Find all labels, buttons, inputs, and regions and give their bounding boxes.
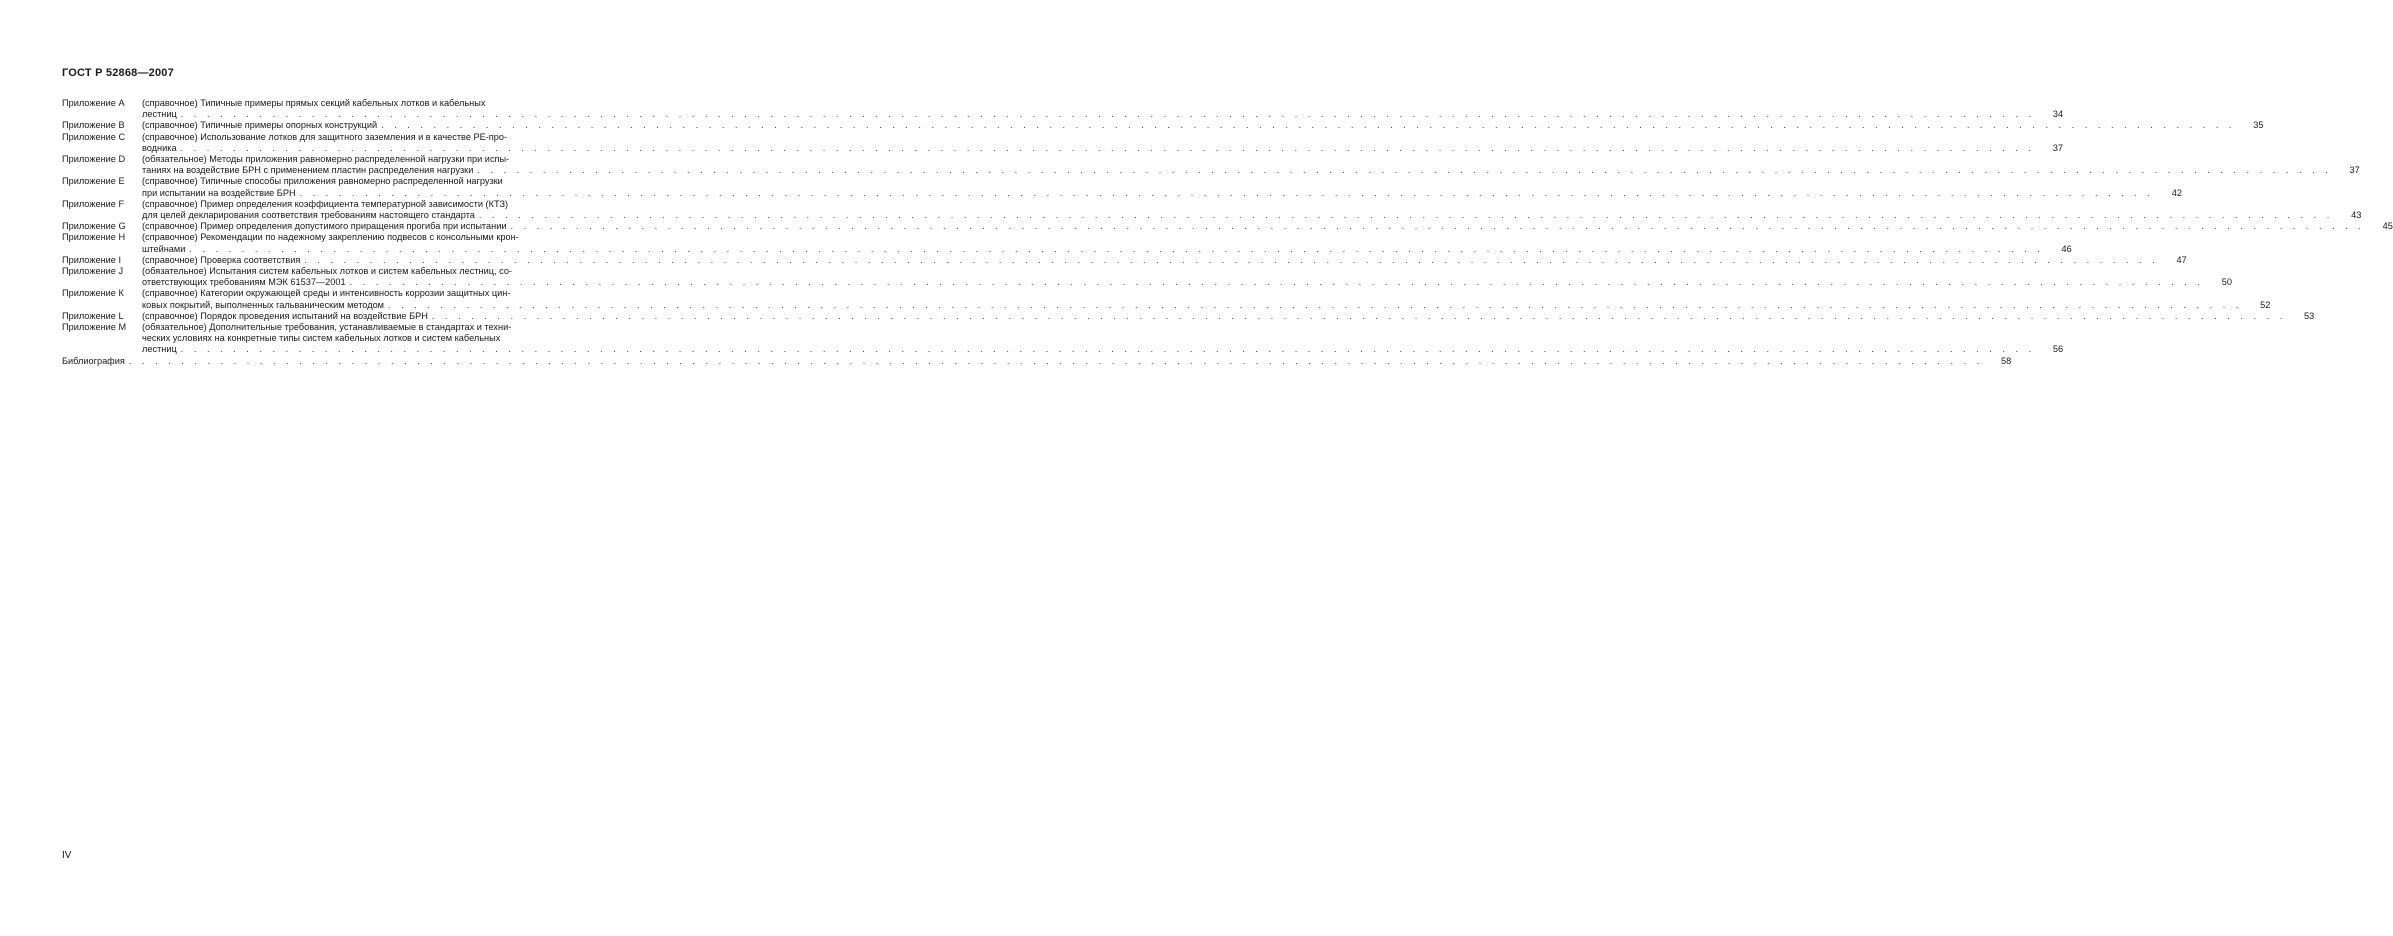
- toc-entry-title-line: (справочное) Порядок проведения испытаний на воздействие БРН: [142, 310, 428, 321]
- toc-entry-title: [142, 288, 2271, 310]
- toc-entry-label: Библиография: [62, 355, 125, 366]
- toc-entry-label: Приложение В: [62, 120, 125, 131]
- toc-entry-label: Приложение Н: [62, 232, 126, 243]
- toc-entry-label: Приложение F: [62, 198, 125, 209]
- toc-entry-last-line: [142, 120, 2264, 131]
- toc-entry-title: [142, 198, 2362, 221]
- toc-entry-last-line: [142, 310, 2315, 322]
- toc-entry: [62, 266, 2232, 288]
- toc-entry-title-line: ответствующих требованиям МЭК 61537—2001: [142, 277, 346, 288]
- dot-leader: [479, 210, 2333, 221]
- toc-entry-title: [142, 254, 2187, 266]
- toc-entry-last-line: [142, 142, 2063, 154]
- toc-entry-label: Приложение А: [62, 98, 125, 108]
- dot-leader: [304, 255, 2158, 266]
- toc-entry-title-line: (справочное) Проверка соответствия: [142, 254, 301, 265]
- toc-entry-title-line: ческих условиях на конкретные типы систем кабельных лотков и систем кабельных: [142, 333, 501, 344]
- dot-leader: [432, 311, 2286, 322]
- toc-entry-title-line: ковых покрытий, выполненных гальваническим методом: [142, 299, 384, 310]
- toc-entry-title-line: таниях на воздействие БРН с применением пластин распределения нагрузки: [142, 165, 474, 176]
- toc-entry-title: [142, 154, 2360, 176]
- toc-entry-label: Приложение М: [62, 322, 127, 333]
- toc-entry-label: Приложение I: [62, 254, 121, 265]
- toc-entry: [62, 232, 2072, 254]
- toc-entry-last-line: [142, 165, 2360, 176]
- toc-entry-last-line: [142, 254, 2187, 266]
- toc-entry-page: 37: [2349, 165, 2360, 176]
- toc-entry-title: [142, 310, 2315, 322]
- toc-entry-label: Приложение L: [62, 310, 124, 321]
- toc-entry-last-line: [62, 356, 2011, 367]
- toc-entry-last-line: [142, 277, 2232, 288]
- toc-entry-bibliography: [62, 355, 2012, 367]
- dot-leader: [181, 143, 2035, 154]
- page-number: IV: [62, 850, 72, 861]
- toc-entry-title-line: (справочное) Типичные примеры прямых секций кабельных лотков и кабельных: [142, 98, 486, 108]
- toc-entry-last-line: [142, 243, 2072, 255]
- toc-entry-page: 46: [2061, 243, 2072, 254]
- toc-entry-page: 37: [2052, 142, 2063, 153]
- toc-entry-title-line: (обязательное) Испытания систем кабельных лотков и систем кабельных лестниц, со-: [142, 266, 512, 277]
- dot-leader: [129, 356, 1983, 367]
- toc-entry-title-line: (справочное) Категории окружающей среды и интенсивность коррозии защитных цин-: [142, 288, 511, 299]
- toc-entry-last-line: [142, 221, 2393, 232]
- toc-entry-title-line: для целей декларирования соответствия требованиям настоящего стандарта: [142, 210, 475, 221]
- dot-leader: [381, 120, 2235, 131]
- toc-entry-title-line: штейнами: [142, 243, 186, 254]
- toc-entry-page: 53: [2304, 310, 2315, 321]
- toc-entry-title-line: лестниц: [142, 109, 177, 120]
- toc-entry-title-line: (справочное) Типичные способы приложения равномерно распределенной нагрузки: [142, 176, 503, 187]
- toc-entry: [62, 254, 2187, 266]
- toc-entry-title-line: водника: [142, 142, 177, 153]
- toc-entry-label: Приложение J: [62, 266, 124, 277]
- toc-entry: [62, 154, 2360, 176]
- toc-entry-title-line: (обязательное) Дополнительные требования, устанавливаемые в стандартах и техни-: [142, 322, 512, 333]
- toc-entry-label: Приложение С: [62, 131, 126, 142]
- toc-entry: [62, 120, 2264, 131]
- dot-leader: [350, 277, 2204, 288]
- table-of-contents: [62, 98, 2393, 367]
- dot-leader: [300, 188, 2154, 199]
- toc-entry: [62, 131, 2063, 154]
- toc-entry-title: [142, 266, 2232, 288]
- toc-entry-last-line: [142, 109, 2064, 120]
- toc-entry-title-line: (справочное) Типичные примеры опорных конструкций: [142, 120, 378, 131]
- toc-entry-title: [142, 322, 2064, 356]
- toc-entry-title-line: (справочное) Рекомендации по надежному закреплению подвесов с консольными крон-: [142, 232, 519, 243]
- toc-entry-title-line: лестниц: [142, 344, 177, 355]
- toc-entry-label: Приложение D: [62, 154, 126, 165]
- dot-leader: [388, 300, 2242, 311]
- dot-leader: [181, 344, 2035, 355]
- toc-entry: [62, 310, 2315, 322]
- toc-entry-title-line: при испытании на воздействие БРН: [142, 187, 296, 198]
- toc-entry: [62, 176, 2182, 198]
- toc-entry-label: Приложение К: [62, 288, 124, 299]
- toc-entry-page: 45: [2382, 221, 2393, 232]
- toc-entry-title: [142, 176, 2182, 198]
- toc-entry-title: [142, 232, 2072, 254]
- toc-entry-last-line: [142, 344, 2064, 355]
- toc-entry-page: 56: [2052, 344, 2064, 355]
- toc-entry-title: [142, 120, 2264, 131]
- toc-entry-page: 35: [2253, 120, 2264, 131]
- toc-entry: [62, 221, 2393, 232]
- toc-entry-page: 52: [2260, 299, 2271, 310]
- toc-entry-last-line: [142, 187, 2182, 199]
- document-header: ГОСТ Р 52868—2007: [62, 67, 174, 79]
- toc-entry-last-line: [142, 299, 2271, 311]
- toc-entry-title: [142, 98, 2064, 120]
- toc-entry: [62, 322, 2064, 356]
- toc-entry: [62, 98, 2064, 120]
- dot-leader: [181, 109, 2035, 120]
- toc-entry-last-line: [142, 210, 2362, 221]
- toc-entry-label: Приложение G: [62, 221, 126, 232]
- toc-entry-page: 43: [2351, 210, 2362, 221]
- toc-entry: [62, 288, 2271, 310]
- toc-entry-page: 47: [2176, 254, 2187, 265]
- dot-leader: [189, 244, 2043, 255]
- toc-entry-title-line: (справочное) Пример определения допустимого приращения прогиба при испытании: [142, 221, 507, 232]
- toc-entry-title-line: (справочное) Использование лотков для защитного заземления и в качестве РЕ-про-: [142, 131, 508, 142]
- toc-entry-title: [142, 131, 2063, 154]
- toc-entry-page: 34: [2052, 109, 2064, 120]
- toc-entry-page: 58: [2001, 355, 2012, 366]
- toc-entry: [62, 198, 2362, 221]
- toc-entry-title-line: (обязательное) Методы приложения равномерно распределенной нагрузки при испы-: [142, 154, 510, 165]
- dot-leader: [477, 165, 2331, 176]
- toc-entry-page: 42: [2171, 187, 2182, 198]
- dot-leader: [511, 221, 2365, 232]
- toc-entry-page: 50: [2221, 277, 2232, 288]
- toc-entry-title: [142, 221, 2393, 232]
- toc-entry-label: Приложение Е: [62, 176, 125, 187]
- toc-entry-title-line: (справочное) Пример определения коэффициента температурной зависимости (КТЗ): [142, 198, 509, 209]
